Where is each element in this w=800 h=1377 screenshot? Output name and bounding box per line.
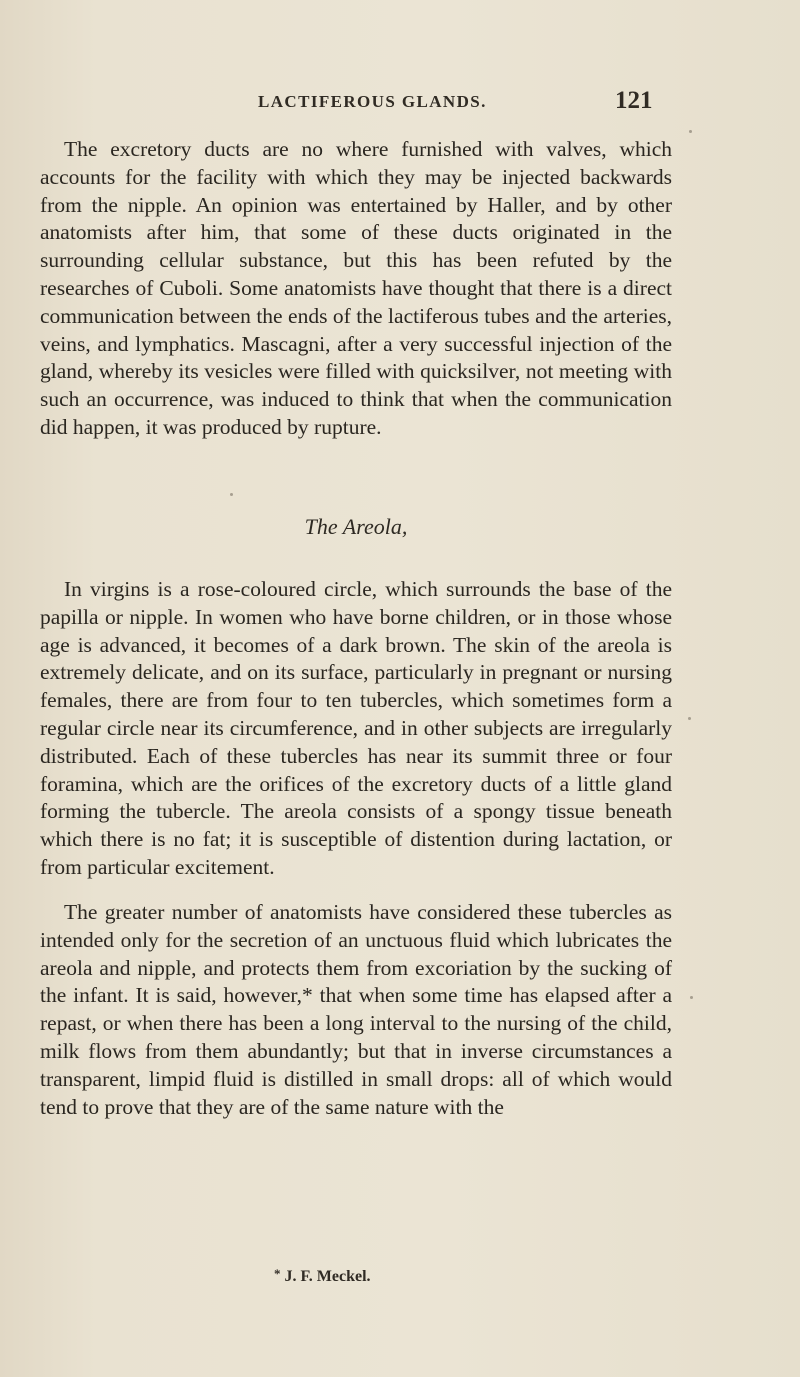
paragraph-excretory-ducts	[40, 136, 672, 442]
paragraph-text: The greater number of anatomists have considered these tubercles as intended only for the secretion of an unctuous fluid which lubricates the areola and nipple, and protects them from excoriation by the sucking of the infant. It is said, however,* that when some time has elapsed after a repast, or when there has been a long interval to the nursing of the child, milk flows from them abundantly; but that in inverse circumstances a transparent, limpid fluid is distilled in small drops: all of which would tend to prove that they are of the same nature with the	[40, 900, 672, 1119]
page-number: 121	[615, 87, 653, 114]
running-header	[0, 87, 800, 122]
paragraph-text: In virgins is a rose-coloured circle, which surrounds the base of the papilla or nipple. In women who have borne children, or in those whose age is advanced, it becomes of a dark brown. The skin of the areola is extremely delicate, and on its surface, particularly in pregnant or nursing females, there are from four to ten tubercles, which sometimes form a regular circle near its circumference, and in other subjects are irregularly distributed. Each of these tubercles has near its summit three or four foramina, which are the orifices of the excretory ducts of a little gland forming the tubercle. The areola consists of a spongy tissue beneath which there is no fat; it is susceptible of distention during lactation, or from particular excitement.	[40, 577, 672, 879]
paper-speck	[689, 130, 692, 133]
footnote-marker: *	[274, 1266, 281, 1281]
paper-speck	[688, 717, 691, 720]
footnote	[274, 1268, 371, 1286]
paper-speck	[690, 996, 693, 999]
paper-speck	[230, 493, 233, 496]
paragraph-text: The excretory ducts are no where furnished with valves, which accounts for the facility with which they may be injected backwards from the nipple. An opinion was entertained by Haller, and by other anatomists after him, that some of these ducts originated in the surrounding cellular substance, but this has been refuted by the researches of Cuboli. Some anatomists have thought that there is a direct communication between the ends of the lactiferous tubes and the arteries, veins, and lymphatics. Mascagni, after a very successful injection of the gland, whereby its vesicles were filled with quicksilver, not meeting with such an occurrence, was induced to think that when the communication did happen, it was produced by rupture.	[40, 137, 672, 439]
running-title: LACTIFEROUS GLANDS.	[258, 92, 487, 111]
footnote-text: J. F. Meckel.	[284, 1268, 371, 1285]
paragraph-tubercles	[40, 899, 672, 1121]
paragraph-areola	[40, 576, 672, 882]
section-heading-areola: The Areola,	[304, 514, 408, 539]
